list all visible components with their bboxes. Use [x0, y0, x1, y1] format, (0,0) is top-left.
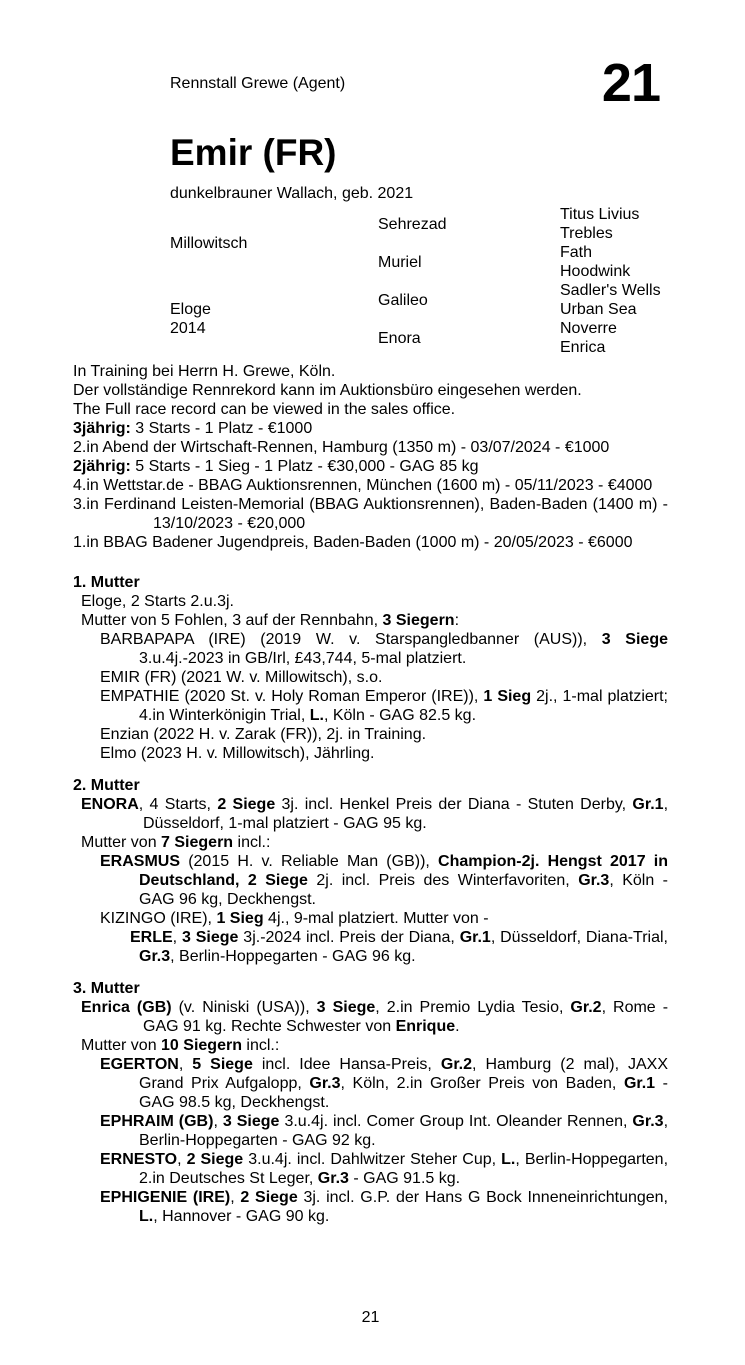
text-run: , Köln - GAG 82.5 kg.: [323, 707, 477, 724]
text-run: , 4 Starts,: [138, 796, 218, 813]
section-heading: 1. Mutter: [73, 574, 140, 591]
text-run: .: [455, 1018, 460, 1035]
great-grandparent-name: Sadler's Wells: [560, 282, 661, 299]
catalog-line: [100, 744, 668, 763]
text-run: incl.:: [233, 834, 271, 851]
lot-number: 21: [601, 53, 660, 113]
catalog-line: [100, 1112, 669, 1150]
catalog-line: [100, 852, 669, 909]
text-run: , Köln - GAG 96 kg, Deckhengst.: [139, 872, 668, 908]
catalog-line: [81, 592, 668, 611]
section-lines: [73, 592, 668, 763]
training-note: In Training bei Herrn H. Grewe, Köln.: [73, 363, 336, 380]
text-run: (v. Niniski (USA)),: [171, 999, 317, 1016]
text-run: EMPATHIE (2020 St. v. Holy Roman Emperor (IRE)),: [100, 688, 484, 705]
text-run: 1.in BBAG Badener Jugendpreis, Baden-Baden (1000 m) - 20/05/2023 - €6000: [73, 534, 633, 551]
text-run: 3j. incl. Henkel Preis der Diana - Stuten Derby,: [275, 796, 633, 813]
catalog-line: [100, 1055, 669, 1112]
catalog-line: [73, 495, 668, 533]
text-run: L.: [139, 1208, 154, 1225]
text-run: Gr.1: [459, 929, 491, 946]
catalog-line: [73, 457, 668, 476]
dam-name: Eloge: [170, 301, 211, 318]
catalog-line: [100, 630, 668, 668]
text-run: KIZINGO (IRE),: [100, 910, 217, 927]
text-run: Gr.1: [623, 1075, 656, 1092]
text-run: , Rome - GAG 91 kg. Rechte Schwester von: [143, 999, 669, 1035]
grandparent-name: Sehrezad: [378, 215, 447, 233]
text-run: L.: [309, 707, 324, 724]
text-run: ERLE: [130, 929, 173, 946]
text-run: incl. Idee Hansa-Preis,: [252, 1056, 441, 1073]
text-run: Gr.1: [632, 796, 664, 813]
text-run: BARBAPAPA (IRE) (2019 W. v. Starspangledbanner (AUS)),: [100, 631, 602, 648]
great-grandparent-name: Hoodwink: [560, 263, 631, 280]
text-run: Eloge, 2 Starts 2.u.3j.: [81, 593, 234, 610]
section-third-dam: [73, 979, 668, 1226]
text-run: Mutter von: [81, 834, 162, 851]
text-run: Enzian (2022 H. v. Zarak (FR)), 2j. in Training.: [100, 726, 427, 743]
pedigree-table: [170, 205, 745, 357]
dam-cell: [170, 281, 378, 357]
text-run: 1 Sieg: [483, 688, 532, 705]
section-heading: 2. Mutter: [73, 777, 140, 794]
text-run: ,: [213, 1113, 223, 1130]
text-run: , Hamburg (2 mal), JAXX Grand Prix Aufgalopp,: [139, 1056, 669, 1092]
text-run: 3 Siege: [601, 631, 668, 648]
text-run: 2 Siege: [186, 1151, 244, 1168]
text-run: , Berlin-Hoppegarten - GAG 92 kg.: [139, 1113, 669, 1149]
section-first-dam: [73, 573, 668, 763]
catalog-line: [100, 687, 668, 725]
text-run: Enrique: [395, 1018, 456, 1035]
text-run: Gr.3: [578, 872, 610, 889]
section-second-dam: [73, 776, 668, 966]
catalog-line: [130, 928, 669, 966]
text-run: EMIR (FR) (2021 W. v. Millowitsch), s.o.: [100, 669, 383, 686]
catalog-body: [73, 362, 668, 1226]
race-record: [73, 419, 668, 552]
text-run: Gr.2: [570, 999, 602, 1016]
text-run: incl.:: [241, 1037, 280, 1054]
text-run: 3.in Ferdinand Leisten-Memorial (BBAG Auktionsrennen), Baden-Baden (1400 m) - 13/10/2023 - €20,000: [73, 496, 668, 532]
great-grandparent-name: Trebles: [560, 225, 613, 242]
text-run: 4j., 9-mal platziert. Mutter von -: [263, 910, 489, 927]
text-run: Gr.3: [139, 948, 171, 965]
text-run: 3 Siegern: [382, 612, 455, 629]
text-run: 3j. incl. G.P. der Hans G Bock Inneneinrichtungen,: [297, 1189, 668, 1206]
section-heading: 3. Mutter: [73, 980, 140, 997]
record-note-de: Der vollständige Rennrekord kann im Auktionsbüro eingesehen werden.: [73, 382, 582, 399]
text-run: 3.u.4j. incl. Dahlwitzer Steher Cup,: [243, 1151, 502, 1168]
text-run: 2j. incl. Preis des Winterfavoriten,: [307, 872, 579, 889]
text-run: Enrica (GB): [81, 999, 172, 1016]
text-run: ERNESTO: [100, 1151, 178, 1168]
text-run: Gr.3: [317, 1170, 349, 1187]
catalog-line: [100, 1150, 669, 1188]
text-run: 3 Siege: [222, 1113, 280, 1130]
text-run: ,: [172, 929, 182, 946]
text-run: Mutter von: [81, 1037, 162, 1054]
text-run: ENORA: [81, 796, 139, 813]
text-run: 3.u.4j.-2023 in GB/Irl, £43,744, 5-mal platziert.: [139, 650, 467, 667]
text-run: L.: [501, 1151, 516, 1168]
text-run: - GAG 91.5 kg.: [348, 1170, 461, 1187]
horse-description: dunkelbrauner Wallach, geb. 2021: [170, 185, 414, 202]
text-run: , Düsseldorf, Diana-Trial,: [490, 929, 669, 946]
text-run: EPHIGENIE (IRE): [100, 1189, 231, 1206]
text-run: EGERTON: [100, 1056, 179, 1073]
text-run: 3 Siege: [181, 929, 239, 946]
text-run: 7 Siegern: [161, 834, 234, 851]
catalog-line: [81, 833, 668, 852]
text-run: :: [454, 612, 460, 629]
section-lines: [73, 795, 668, 966]
catalog-line: [100, 909, 668, 928]
horse-name: Emir (FR): [170, 132, 337, 173]
text-run: 2 Siege: [240, 1189, 298, 1206]
catalog-line: [100, 725, 668, 744]
section-lines: [73, 998, 668, 1226]
text-run: 5 Siege: [192, 1056, 253, 1073]
text-run: EPHRAIM (GB): [100, 1113, 214, 1130]
catalog-line: [81, 1036, 668, 1055]
text-run: , Düsseldorf, 1-mal platziert - GAG 95 kg.: [143, 796, 669, 832]
text-run: Gr.2: [440, 1056, 473, 1073]
text-run: ,: [178, 1056, 193, 1073]
page-number: 21: [361, 1309, 380, 1326]
consignor-name: Rennstall Grewe (Agent): [170, 75, 346, 92]
catalog-line: [100, 668, 668, 687]
catalog-line: [73, 419, 668, 438]
text-run: 3j.-2024 incl. Preis der Diana,: [238, 929, 460, 946]
text-run: 2 Siege: [217, 796, 276, 813]
sire-name: Millowitsch: [170, 234, 248, 252]
sire-cell: [170, 205, 378, 281]
text-run: Gr.3: [632, 1113, 664, 1130]
text-run: Gr.3: [309, 1075, 341, 1092]
text-run: 4.in Wettstar.de - BBAG Auktionsrennen, München (1600 m) - 05/11/2023 - €4000: [73, 477, 653, 494]
text-run: 3 Siege: [316, 999, 376, 1016]
text-run: 1 Sieg: [216, 910, 264, 927]
grandparent-name: Muriel: [378, 253, 422, 271]
text-run: 2.in Abend der Wirtschaft-Rennen, Hamburg (1350 m) - 03/07/2024 - €1000: [73, 439, 610, 456]
text-run: , Berlin-Hoppegarten - GAG 96 kg.: [170, 948, 416, 965]
text-run: , 2.in Premio Lydia Tesio,: [375, 999, 571, 1016]
great-grandparent-name: Titus Livius: [560, 206, 640, 223]
text-run: (2015 H. v. Reliable Man (GB)),: [180, 853, 439, 870]
text-run: 5 Starts - 1 Sieg - 1 Platz - €30,000 - GAG 85 kg: [130, 458, 479, 475]
text-run: ERASMUS: [100, 853, 181, 870]
text-run: ,: [177, 1151, 187, 1168]
catalog-line: [81, 998, 669, 1036]
catalog-line: [81, 795, 669, 833]
great-grandparent-name: Enrica: [560, 339, 606, 356]
grandparent-name: Galileo: [378, 291, 428, 309]
text-run: - GAG 98.5 kg, Deckhengst.: [139, 1075, 668, 1111]
catalog-line: [100, 1188, 668, 1226]
text-run: , Hannover - GAG 90 kg.: [153, 1208, 330, 1225]
text-run: Elmo (2023 H. v. Millowitsch), Jährling.: [100, 745, 375, 762]
great-grandparent-name: Urban Sea: [560, 301, 637, 318]
catalog-line: [81, 611, 668, 630]
text-run: ,: [230, 1189, 241, 1206]
text-run: 3.u.4j. incl. Comer Group Int. Oleander Rennen,: [279, 1113, 633, 1130]
text-run: 2jährig:: [73, 458, 131, 475]
great-grandparent-name: Noverre: [560, 320, 617, 337]
record-note-en: The Full race record can be viewed in the sales office.: [73, 401, 456, 418]
text-run: , Köln, 2.in Großer Preis von Baden,: [340, 1075, 624, 1092]
catalog-line: [73, 438, 668, 457]
text-run: , Berlin-Hoppegarten, 2.in Deutsches St Leger,: [139, 1151, 669, 1187]
text-run: 2j., 1-mal platziert; 4.in Winterkönigin Trial,: [139, 688, 668, 724]
great-grandparent-name: Fath: [560, 244, 593, 261]
text-run: Champion-2j. Hengst 2017 in Deutschland, 2 Siege: [139, 853, 669, 889]
catalog-line: [73, 476, 668, 495]
text-run: 10 Siegern: [161, 1037, 242, 1054]
text-run: Mutter von 5 Fohlen, 3 auf der Rennbahn,: [81, 612, 383, 629]
text-run: 3jährig:: [73, 420, 131, 437]
text-run: 3 Starts - 1 Platz - €1000: [130, 420, 313, 437]
grandparent-name: Enora: [378, 329, 421, 347]
dam-year: 2014: [170, 320, 206, 337]
catalog-line: [73, 533, 668, 552]
